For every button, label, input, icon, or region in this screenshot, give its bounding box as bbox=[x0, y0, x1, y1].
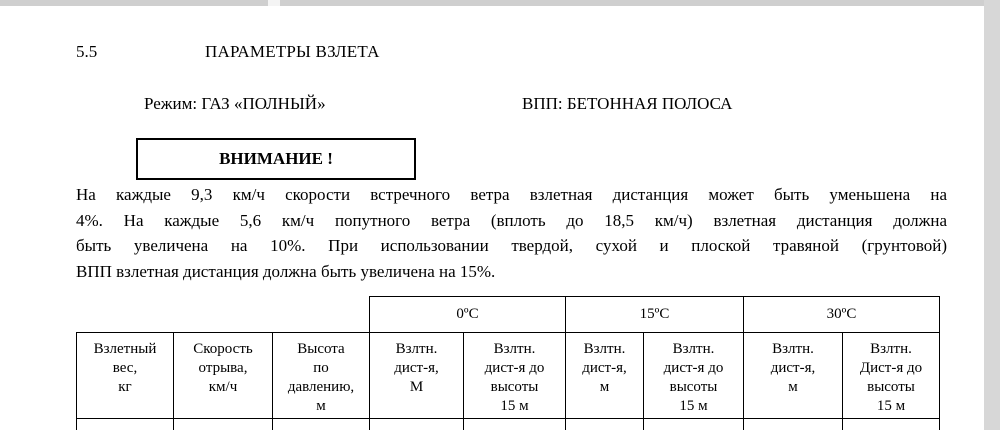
header-line: 15 м bbox=[679, 398, 708, 414]
header-line: дист-я, bbox=[582, 360, 627, 376]
header-line: 15 м bbox=[500, 398, 529, 414]
header-line: вес, bbox=[112, 360, 138, 376]
paragraph-line: На каждые 9,3 км/ч скорости встречного ветра взлетная дистанция может быть уменьшена на bbox=[76, 185, 947, 204]
section-number: 5.5 bbox=[76, 42, 98, 61]
section-title: ПАРАМЕТРЫ ВЗЛЕТА bbox=[205, 42, 380, 61]
table-col-border bbox=[939, 296, 940, 430]
col-header-pressure-altitude bbox=[273, 340, 369, 416]
header-line: Взлетный bbox=[93, 341, 157, 357]
table-top-border bbox=[369, 296, 940, 297]
window-right-edge bbox=[984, 0, 1000, 430]
col-header-liftoff-speed bbox=[174, 340, 272, 397]
header-line: Взлтн. bbox=[772, 341, 814, 357]
runway-label: ВПП: БЕТОННАЯ ПОЛОСА bbox=[522, 94, 733, 113]
col-header-30c-distance-15m bbox=[843, 340, 939, 416]
header-line: дист-я, bbox=[394, 360, 439, 376]
paragraph-line: ВПП взлетная дистанция должна быть увеличена на 15%. bbox=[76, 261, 496, 281]
col-header-0c-distance bbox=[370, 340, 463, 397]
paragraph-line: 4%. На каждые 5,6 км/ч попутного ветра (вплоть до 18,5 км/ч) взлетная дистанция должна bbox=[76, 210, 947, 230]
warning-paragraph bbox=[76, 182, 947, 284]
header-line: высоты bbox=[669, 379, 718, 395]
header-line: отрыва, bbox=[198, 360, 248, 376]
temp-header-15c: 15ºC bbox=[639, 306, 670, 322]
header-line: 15 м bbox=[876, 398, 906, 414]
header-line: Взлтн. bbox=[583, 341, 626, 357]
col-header-0c-distance-15m bbox=[464, 340, 565, 416]
temp-header-30c: 30ºC bbox=[826, 306, 857, 322]
header-line: Дист-я до bbox=[859, 360, 923, 376]
header-line: Взлтн. bbox=[672, 341, 715, 357]
col-header-15c-distance bbox=[566, 340, 643, 397]
col-header-30c-distance bbox=[744, 340, 842, 397]
table-header-divider bbox=[76, 332, 940, 333]
paragraph-line: быть увеличена на 10%. При использовании твердой, сухой и плоской травяной (грунтовой) bbox=[76, 236, 947, 255]
document-page bbox=[0, 6, 985, 430]
table-header-bottom bbox=[76, 418, 940, 419]
header-line: давлению, bbox=[287, 379, 355, 395]
header-line: м bbox=[316, 398, 326, 414]
header-line: кг bbox=[118, 379, 132, 395]
header-line: Высота bbox=[297, 341, 345, 357]
header-line: высоты bbox=[867, 379, 915, 395]
temp-header-0c: 0ºC bbox=[456, 306, 479, 322]
header-line: Скорость bbox=[193, 341, 253, 357]
header-line: по bbox=[313, 360, 329, 376]
warning-label: ВНИМАНИЕ ! bbox=[219, 149, 333, 168]
col-header-15c-distance-15m bbox=[644, 340, 743, 416]
header-line: дист-я до bbox=[663, 360, 724, 376]
header-line: м bbox=[599, 379, 610, 395]
mode-label: Режим: ГАЗ «ПОЛНЫЙ» bbox=[144, 94, 326, 113]
col-header-weight bbox=[77, 340, 173, 397]
header-line: дист-я, bbox=[770, 360, 816, 376]
header-line: высоты bbox=[490, 379, 539, 395]
header-line: Взлтн. bbox=[870, 341, 912, 357]
warning-box bbox=[136, 138, 416, 180]
header-line: дист-я до bbox=[484, 360, 545, 376]
header-line: км/ч bbox=[208, 379, 238, 395]
header-line: м bbox=[788, 379, 798, 395]
header-line: Взлтн. bbox=[493, 341, 536, 357]
header-line: Взлтн. bbox=[395, 341, 438, 357]
header-line: М bbox=[409, 379, 424, 395]
